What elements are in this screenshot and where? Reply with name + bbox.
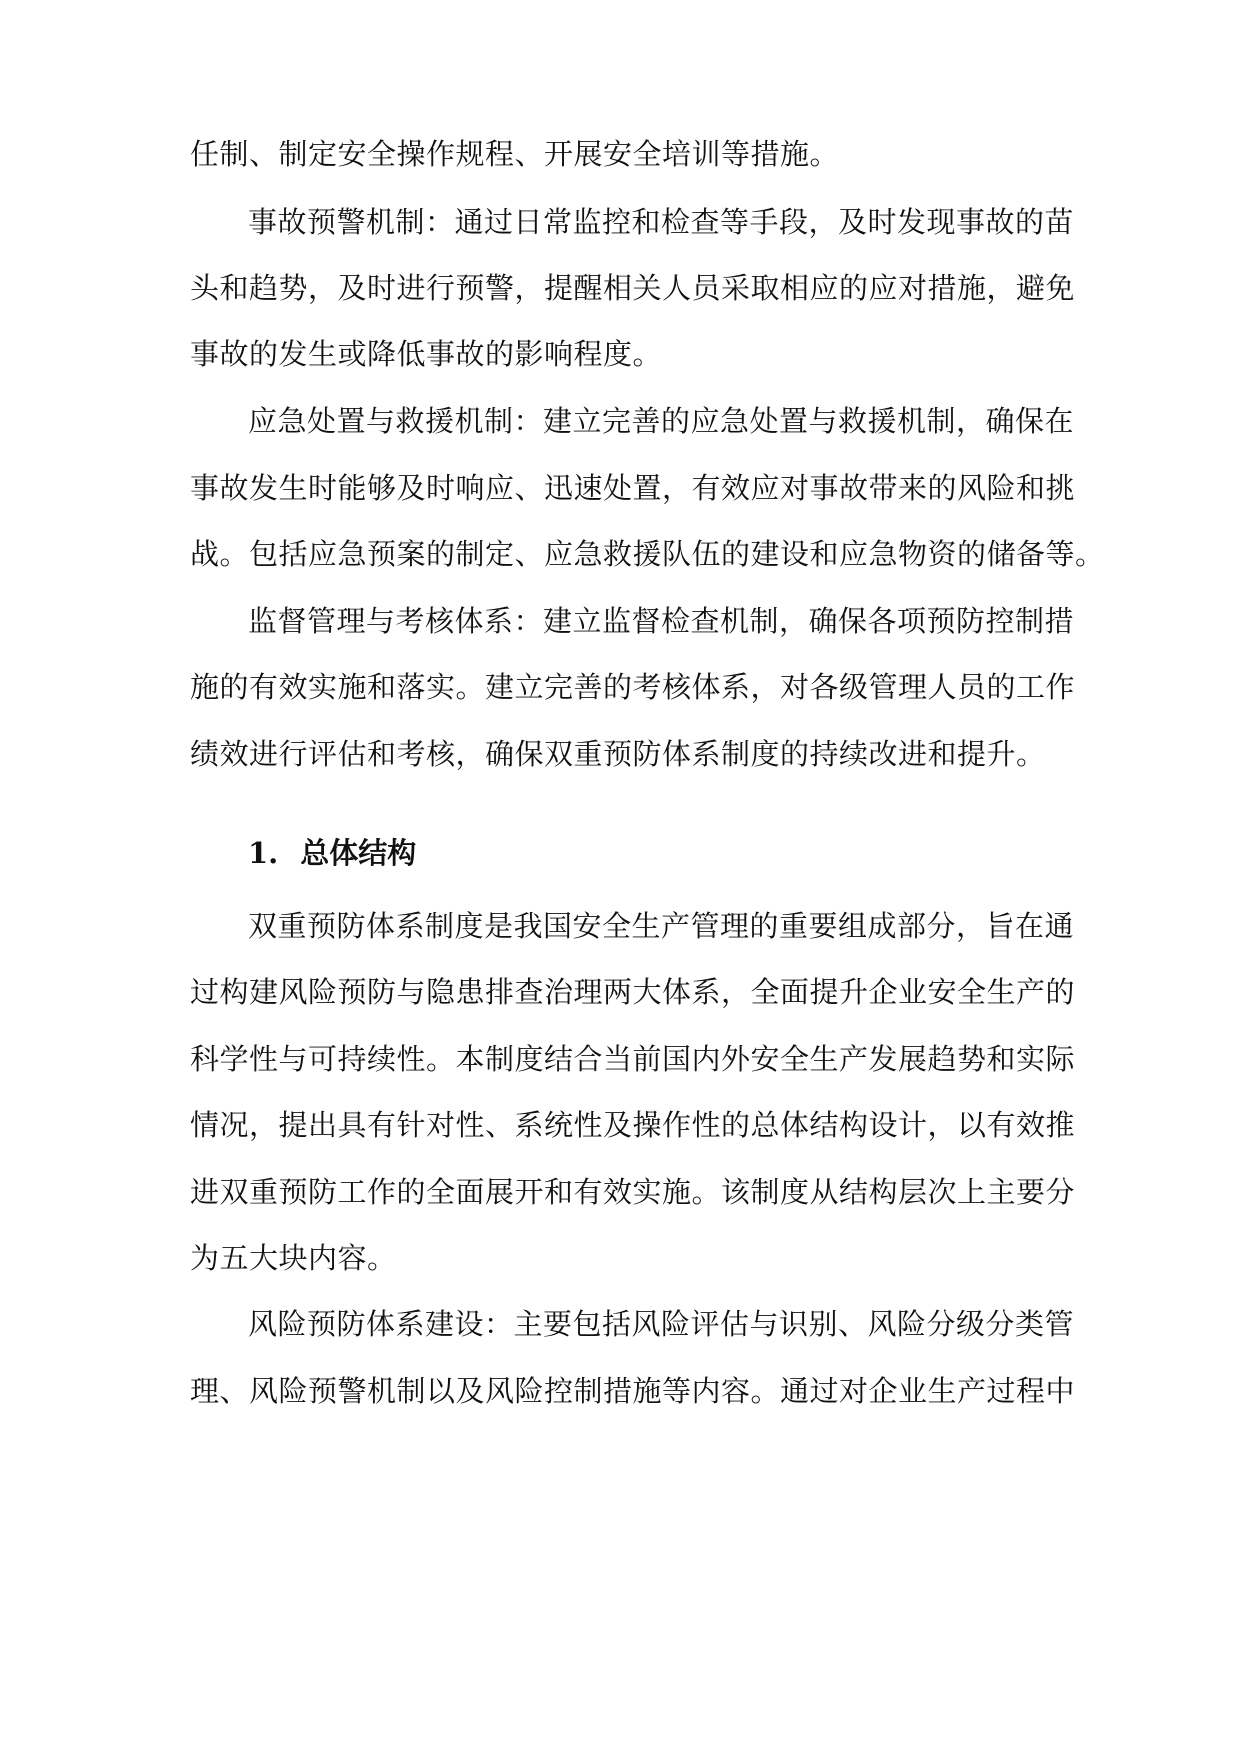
paragraph-line: 绩效进行评估和考核，确保双重预防体系制度的持续改进和提升。 [190,737,1046,771]
paragraph-line: 监督管理与考核体系：建立监督检查机制，确保各项预防控制措 [248,604,1075,638]
paragraph-line: 事故发生时能够及时响应、迅速处置，有效应对事故带来的风险和挑 [190,471,1076,505]
section-title: 总体结构 [300,836,417,870]
paragraph-line: 施的有效实施和落实。建立完善的考核体系，对各级管理人员的工作 [190,670,1076,704]
paragraph-line: 理、风险预警机制以及风险控制措施等内容。通过对企业生产过程中 [190,1374,1076,1408]
paragraph-line: 双重预防体系制度是我国安全生产管理的重要组成部分，旨在通 [248,909,1075,943]
paragraph-line: 头和趋势，及时进行预警，提醒相关人员采取相应的应对措施，避免 [190,271,1076,305]
section-number: 1. [248,836,279,870]
paragraph-line: 风险预防体系建设：主要包括风险评估与识别、风险分级分类管 [248,1307,1075,1341]
paragraph-line: 事故预警机制：通过日常监控和检查等手段，及时发现事故的苗 [248,205,1075,239]
paragraph-line: 进双重预防工作的全面展开和有效实施。该制度从结构层次上主要分 [190,1175,1076,1209]
section-heading [248,833,416,873]
paragraph-line: 科学性与可持续性。本制度结合当前国内外安全生产发展趋势和实际 [190,1042,1076,1076]
paragraph-line: 应急处置与救援机制：建立完善的应急处置与救援机制，确保在 [248,404,1075,438]
paragraph-line: 事故的发生或降低事故的影响程度。 [190,337,663,371]
paragraph-line: 过构建风险预防与隐患排查治理两大体系，全面提升企业安全生产的 [190,975,1076,1009]
paragraph-line: 为五大块内容。 [190,1241,397,1275]
paragraph-line: 情况，提出具有针对性、系统性及操作性的总体结构设计，以有效推 [190,1108,1076,1142]
paragraph-line: 战。包括应急预案的制定、应急救援队伍的建设和应急物资的储备等。 [190,537,1105,571]
paragraph-line: 任制、制定安全操作规程、开展安全培训等措施。 [190,137,840,171]
